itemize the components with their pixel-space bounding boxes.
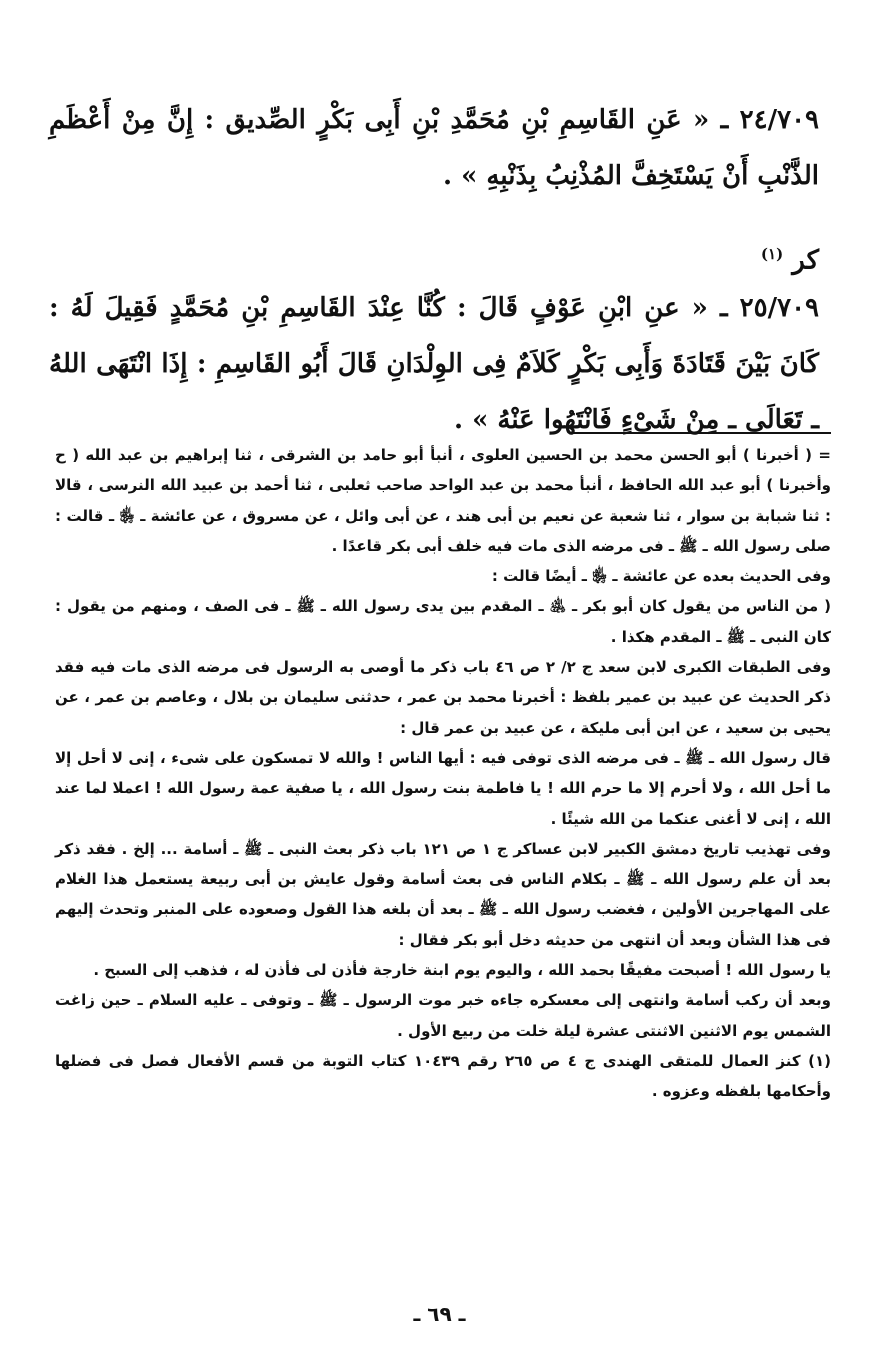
- footnotes: [55, 440, 831, 1107]
- footnote-paragraph: وفى الحديث بعده عن عائشة ـ ﵂ ـ أيضًا قالت :: [491, 567, 831, 586]
- footnote-paragraph: قال رسول الله ـ ﷺ ـ فى مرضه الذى توفى فيه : أيها الناس ! والله لا تمسكون على شىء ، إنى لا أحل إلا ما أحل الله ، ولا أحرم إلا ما حرم الله ! يا فاطمة بنت رسول الله ، يا صفية عمة رسول الله ! اعملا لما عند الله ، إنى لا أغنى عنكما من الله شيئًا .: [55, 748, 831, 828]
- footnote-paragraph: وفى الطبقات الكبرى لابن سعد ج ٢/ ٢ ص ٤٦ باب ذكر ما أوصى به الرسول فى مرضه الذى مات فيه فقد ذكر الحديث عن عبيد بن عمير بلفظ : أخبرنا محمد بن عمر ، حدثنى سليمان بن بلال ، وعاصم بن عمر ، عن يحيى بن سعيد ، عن ابن أبى مليكة ، عن عبيد بن عمر قال :: [55, 658, 832, 737]
- footnote-paragraph: يا رسول الله ! أصبحت مفيقًا بحمد الله ، واليوم يوم ابنة خارجة فأذن لى فأذن له ، فذهب إلى السبح .: [93, 961, 831, 980]
- footnote-paragraph: وبعد أن ركب أسامة وانتهى إلى معسكره جاءه خبر موت الرسول ـ ﷺ ـ وتوفى ـ عليه السلام ـ حين زاغت الشمس يوم الاثنين الاثنتى عشرة ليلة خلت من ربيع الأول .: [55, 991, 831, 1040]
- source-reference-text: كر: [792, 245, 819, 276]
- page-number: ـ ٦٩ ـ: [413, 1302, 466, 1326]
- footnote-paragraph: ( من الناس من يقول كان أبو بكر ـ ﵁ ـ المقدم بين يدى رسول الله ـ ﷺ ـ فى الصف ، ومنهم من يقول : كان النبى ـ ﷺ ـ المقدم هكذا .: [55, 597, 831, 646]
- footnote-paragraph: (١) كنز العمال للمتقى الهندى ج ٤ ص ٢٦٥ رقم ١٠٤٣٩ كتاب التوبة من قسم الأفعال فصل فى فضلها وأحكامها بلفظه وعزوه .: [55, 1051, 831, 1101]
- hadith-24: [49, 92, 819, 204]
- hadith-25-text: ٢٥/٧٠٩ ـ « عنِ ابْنِ عَوْفٍ قَالَ : كُنَّا عِنْدَ القَاسِمِ بْنِ مُحَمَّدٍ فَقِيلَ لَهُ : كَانَ بَيْنَ قَتَادَةَ وَأَبِى بَكْرٍ كَلاَمٌ فِى الوِلْدَانِ قَالَ أَبُو القَاسِمِ : إِذَا انْتَهَى اللهُ ـ تَعَالَى ـ مِنْ شَىْءٍ فَانْتَهُوا عَنْهُ » .: [49, 293, 819, 435]
- hadith-25: [49, 280, 819, 448]
- footnote-separator: [573, 432, 831, 434]
- footnote-paragraph: وفى تهذيب تاريخ دمشق الكبير لابن عساكر ج ١ ص ١٢١ باب ذكر بعث النبى ـ ﷺ ـ أسامة ... إلخ . فقد ذكر بعد أن علم رسول الله ـ ﷺ ـ بكلام الناس فى بعث أسامة وقول عايش بن أبى ربيعة يستعمل هذا الغلام على المهاجرين الأولين ، فغضب رسول الله ـ ﷺ ـ بعد أن بلغه هذا القول وصعوده على المنبر وتحدث إليهم فى هذا الشأن وبعد أن انتهى من حديثه دخل أبو بكر فقال :: [55, 839, 831, 949]
- footnote-paragraph: = ( أخبرنا ) أبو الحسن محمد بن الحسين العلوى ، أنبأ أبو حامد بن الشرقى ، ثنا إبراهيم بن عبد الله ( ح وأخبرنا ) أبو عبد الله الحافظ ، أنبأ محمد بن عبد الواحد صاحب ثعلبى ، ثنا أحمد بن عبيد الله النرسى ، قالا : ثنا شبابة بن سوار ، ثنا شعبة عن نعيم بن أبى هند ، عن أبى وائل ، عن مسروق ، عن عائشة ـ ﵂ ـ قالت : صلى رسول الله ـ ﷺ ـ فى مرضه الذى مات فيه خلف أبى بكر قاعدًا .: [55, 446, 831, 555]
- footnote-marker: (١): [760, 245, 784, 263]
- hadith-24-text: ٢٤/٧٠٩ ـ « عَنِ القَاسِمِ بْنِ مُحَمَّدِ بْنِ أَبِى بَكْرٍ الصِّديق : إِنَّ مِنْ أَعْظَمِ الذَّنْبِ أَنْ يَسْتَخِفَّ المُذْنِبُ بِذَنْبِهِ » .: [49, 105, 819, 191]
